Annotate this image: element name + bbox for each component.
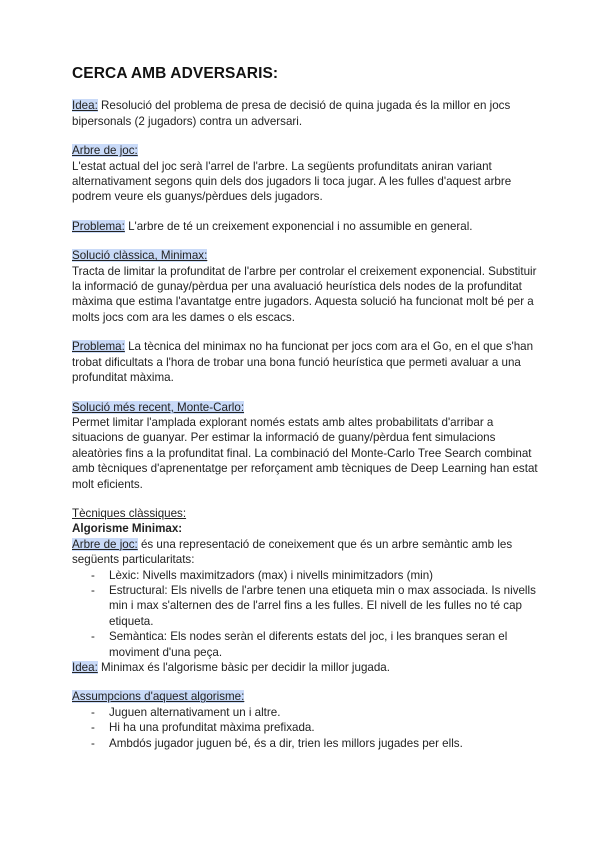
problema-section	[72, 219, 542, 234]
particularitats-list	[72, 568, 542, 660]
solucio-classica-text: Tracta de limitar la profunditat de l'arbre per controlar el creixement exponencial. Substituir la informació de gunay/pèrdua per una avaluació heurística dels nodes de la profunditat màxima que estima l'avantatge entre jugadors. Aquesta solució ha funcionat molt bé per a molts jocs com ara les dames o els escacs.	[72, 264, 537, 324]
idea-section	[72, 98, 542, 129]
tecniques-idea-text: Minimax és l'algorisme bàsic per decidir la millor jugada.	[97, 661, 390, 674]
assumpcions-section	[72, 689, 542, 751]
tecniques-arbre-text: és una representació de coneixement que és un arbre semàntic amb les següents particularitats:	[72, 537, 513, 567]
problema-label: Problema:	[72, 219, 125, 233]
page-title: CERCA AMB ADVERSARIS:	[72, 65, 279, 82]
solucio-recent-label: Solució més recent, Monte-Carlo:	[72, 400, 245, 414]
solucio-recent-section	[72, 400, 542, 492]
list-item: - Ambdós jugador juguen bé, és a dir, trien les millors jugades per ells.	[72, 736, 542, 751]
list-item: - Lèxic: Nivells maximitzadors (max) i nivells minimitzadors (min)	[72, 568, 542, 583]
tecniques-arbre-label: Arbre de joc:	[72, 537, 138, 551]
idea-text: Resolució del problema de presa de decisió de quina jugada és la millor en jocs bipersonals (2 jugadors) contra un adversari.	[72, 99, 511, 128]
assumpcions-list	[72, 705, 542, 751]
idea-paragraph	[72, 98, 542, 129]
tecniques-section	[72, 506, 542, 675]
solucio-recent-text: Permet limitar l'amplada explorant només estats amb altes probabilitats d'arribar a situacions de guanyar. Per estimar la informació de guany/pèrdua fent simulacions aleatòries fins a la profunditat final. La combinació del Monte-Carlo Tree Search combinat amb tècniques d'aprenentatge per reforçament amb tècniques de Deep Learning han estat molt eficients.	[72, 415, 538, 491]
tecniques-heading: Tècniques clàssiques:	[72, 506, 187, 520]
list-item: - Estructural: Els nivells de l'arbre tenen una etiqueta min o max associada. Is nivells min i max s'alternen des de l'arrel fins a les fulles. El nivell de les fulles no té cap etiqueta.	[72, 583, 542, 629]
arbre-label: Arbre de joc:	[72, 144, 138, 158]
minimax-heading: Algorisme Minimax:	[72, 522, 183, 536]
list-item: - Semàntica: Els nodes seràn el diferents estats del joc, i les branques seran el moviment d'una peça.	[72, 629, 542, 660]
problema2-text: La tècnica del minimax no ha funcionat per jocs com ara el Go, en el que s'han trobat dificultats a l'hora de trobar una bona funció heurística que permeti avaluar a una profunditat màxima.	[72, 340, 534, 385]
problema-text: L'arbre de té un creixement exponencial i no assumible en general.	[124, 219, 473, 233]
idea-label: Idea:	[72, 99, 98, 113]
document-page	[72, 66, 542, 765]
solucio-classica-label: Solució clàssica, Minimax:	[72, 249, 208, 263]
list-item: - Juguen alternativament un i altre.	[72, 705, 542, 720]
assumpcions-label: Assumpcions d'aquest algorisme:	[72, 690, 245, 704]
solucio-classica-section	[72, 248, 542, 325]
problema2-section	[72, 339, 542, 385]
problema2-label: Problema:	[72, 340, 125, 354]
tecniques-idea-label: Idea:	[72, 661, 98, 674]
list-item: - Hi ha una profunditat màxima prefixada.	[72, 720, 542, 735]
arbre-text: L'estat actual del joc serà l'arrel de l'arbre. La següents profunditats aniran variant alternativament segons quin dels dos jugadors li toca jugar. A les fulles d'aquest arbre podrem veure els guanys/pèrdues dels jugadors.	[72, 159, 512, 204]
arbre-section	[72, 143, 542, 205]
